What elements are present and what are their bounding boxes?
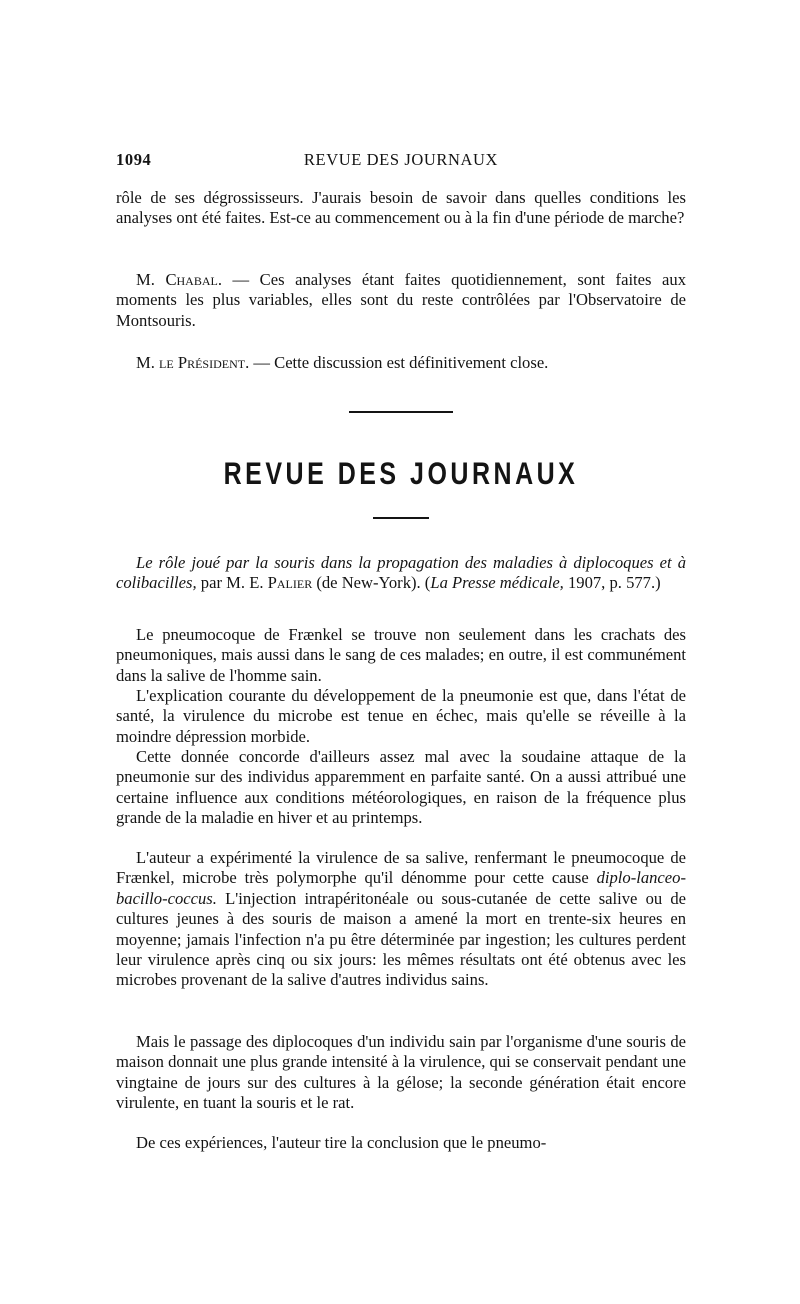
body-paragraph: L'auteur a expérimenté la virulence de sa salive, renfermant le pneumocoque de Frænkel, microbe très polymorphe qu'il dénomme pour cette cause diplo-lanceo-bacillo-coccus. L'injection intrapéritonéale ou sous-cutanée de cette salive ou de cultures jeunes à des souris de maison a amené la mort en trente-six heures en moyenne; jamais l'infection n'a pu être déterminée par ingestion; les cultures perdent leur virulence après cinq ou six jours: les mêmes résultats ont été obtenus avec les microbes provenant de la salive d'autres individus sains. <box>116 848 686 990</box>
article-citation: Le rôle joué par la souris dans la propagation des maladies à diplocoques et à colibacilles, par M. E. Palier (de New-York). (La Presse médicale, 1907, p. 577.) <box>116 553 686 593</box>
speaker-name: M. le Président. <box>136 353 250 372</box>
journal-name: La Presse médicale, <box>430 573 564 593</box>
body-paragraph: L'explication courante du développement de la pneumonie est que, dans l'état de santé, la virulence du microbe est tenue en échec, mais qu'elle se réveille à la moindre dépression morbide. <box>116 686 686 746</box>
body-paragraph: Le pneumocoque de Frænkel se trouve non seulement dans les crachats des pneumoniques, mais aussi dans le sang de ces malades; en outre, il est communément dans la salive de l'homme sain. <box>116 625 686 685</box>
speaker-name: M. Chabal. <box>136 270 222 289</box>
body-paragraph: De ces expériences, l'auteur tire la conclusion que le pneumo- <box>136 1133 547 1152</box>
page-number: 1094 <box>116 150 152 169</box>
chabal-remark <box>116 270 686 331</box>
page-header <box>116 150 686 174</box>
president-remark <box>116 353 686 373</box>
section-title: REVUE DES JOURNAUX <box>223 456 579 492</box>
body-paragraph: Cette donnée concorde d'ailleurs assez mal avec la soudaine attaque de la pneumonie sur des individus apparemment en parfaite santé. On a aussi attribué une certaine influence aux conditions météorologiques, en raison de la fréquence plus grande de la maladie en hiver et au printemps. <box>116 747 686 828</box>
article-title: Le rôle joué par la souris dans la propagation des maladies à diplocoques et à colibacilles, <box>116 553 686 593</box>
article-author: Palier <box>267 573 313 593</box>
remark-text: — Cette discussion est définitivement close. <box>249 353 549 372</box>
running-title: REVUE DES JOURNAUX <box>303 150 499 169</box>
remark-text: — Ces analyses étant faites quotidiennement, sont faites aux moments les plus variables, elles sont du reste contrôlées par l'Observatoire de Montsouris. <box>116 270 686 330</box>
species-name: diplo-lanceo-bacillo-coccus. <box>116 868 686 908</box>
divider-rule-short <box>373 517 429 519</box>
continuation-paragraph: rôle de ses dégrossisseurs. J'aurais besoin de savoir dans quelles conditions les analyses ont été faites. Est-ce au commencement ou à la fin d'une période de marche? <box>116 188 686 228</box>
body-paragraph: Mais le passage des diplocoques d'un individu sain par l'organisme d'une souris de maison donnait une plus grande intensité à la virulence, qui se conservait pendant une vingtaine de jours sur des cultures à la gélose; la seconde génération était encore virulente, en tuant la souris et le rat. <box>116 1032 686 1113</box>
divider-rule <box>349 411 453 413</box>
